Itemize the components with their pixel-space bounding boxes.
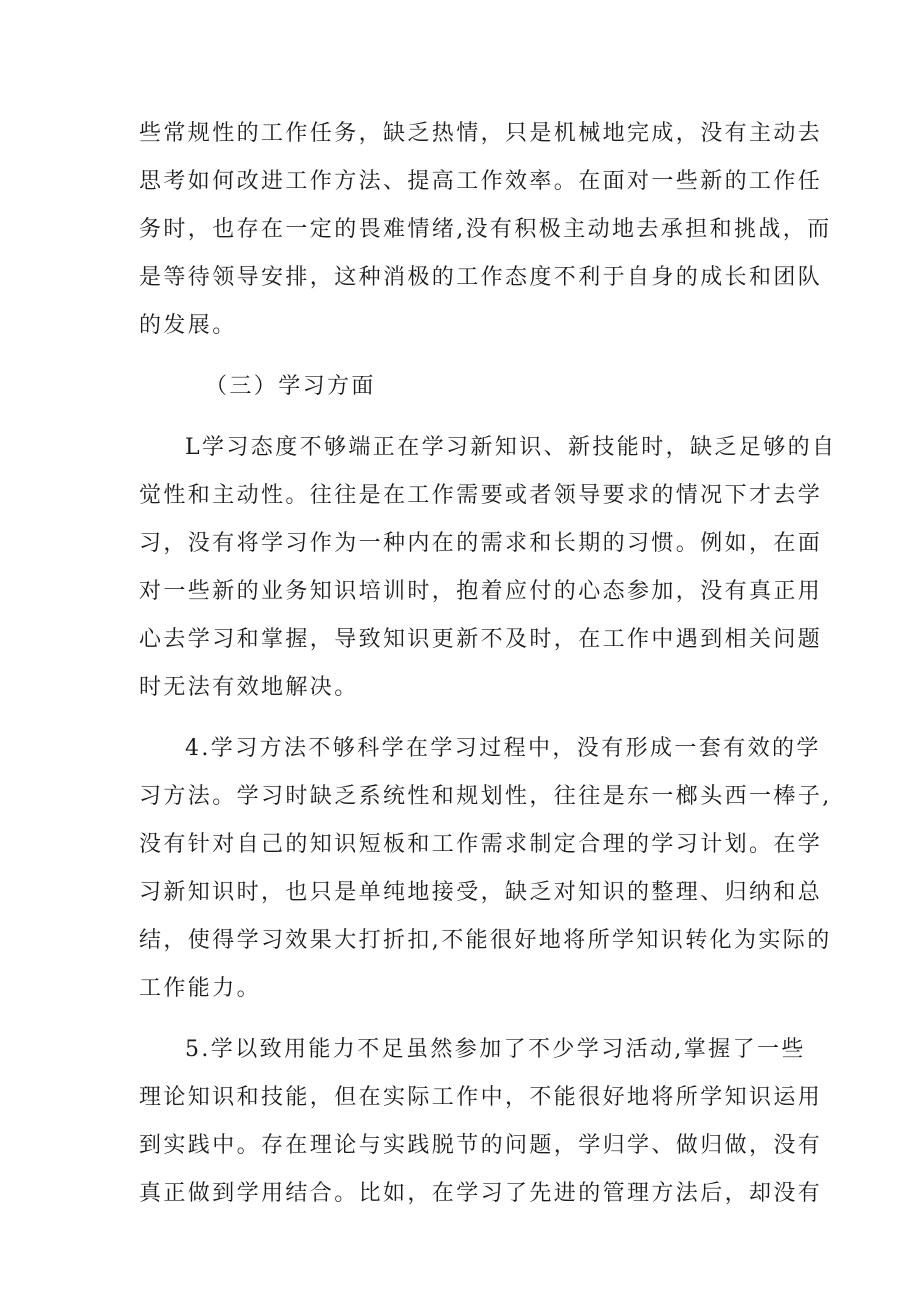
document-body (139, 110, 837, 1218)
text-line: 习新知识时，也只是单纯地接受，缺乏对知识的整理、归纳和总 (139, 880, 823, 905)
text-line: 真正做到学用结合。比如，在学习了先进的管理方法后，却没有 (139, 1181, 823, 1206)
paragraph-learning-method (139, 725, 832, 1013)
text-line: 工作能力。 (139, 976, 262, 1001)
text-line: 觉性和主动性。往往是在工作需要或者领导要求的情况下才去学 (139, 483, 823, 508)
text-line: 的发展。 (139, 313, 237, 338)
paragraph-work-attitude (139, 110, 832, 350)
text-line: 是等待领导安排，这种消极的工作态度不利于自身的成长和团队 (139, 265, 823, 290)
text-line: 习方法。学习时缺乏系统性和规划性，往往是东一榔头西一棒子, (139, 784, 832, 809)
text-line: 理论知识和技能，但在实际工作中，不能很好地将所学知识运用 (139, 1085, 823, 1110)
paragraph-learning-attitude (139, 424, 837, 712)
text-line: 对一些新的业务知识培训时，抱着应付的心态参加，没有真正用 (139, 579, 823, 604)
text-line: 思考如何改进工作方法、提高工作效率。在面对一些新的工作任 (139, 169, 823, 194)
text-line: 结，使得学习效果大打折扣,不能很好地将所学知识转化为实际的 (139, 928, 832, 953)
text-line: 些常规性的工作任务，缺乏热情，只是机械地完成，没有主动去 (139, 121, 823, 146)
text-line: 心去学习和掌握，导致知识更新不及时，在工作中遇到相关问题 (139, 627, 823, 652)
text-line: L学习态度不够端正在学习新知识、新技能时，缺乏足够的自 (185, 435, 837, 460)
text-line: 5.学以致用能力不足虽然参加了不少学习活动,掌握了一些 (185, 1037, 806, 1062)
text-line: 务时，也存在一定的畏难情绪,没有积极主动地去承担和挑战，而 (139, 217, 832, 242)
text-line: 4.学习方法不够科学在学习过程中，没有形成一套有效的学 (185, 736, 821, 761)
text-line: 到实践中。存在理论与实践脱节的问题，学归学、做归做，没有 (139, 1133, 823, 1158)
paragraph-applying-learning (139, 1026, 823, 1218)
text-line: 习，没有将学习作为一种内在的需求和长期的习惯。例如，在面 (139, 531, 823, 556)
text-line: 时无法有效地解决。 (139, 675, 359, 700)
text-line: 没有针对自己的知识短板和工作需求制定合理的学习计划。在学 (139, 832, 823, 857)
section-heading: （三）学习方面 (205, 374, 376, 399)
